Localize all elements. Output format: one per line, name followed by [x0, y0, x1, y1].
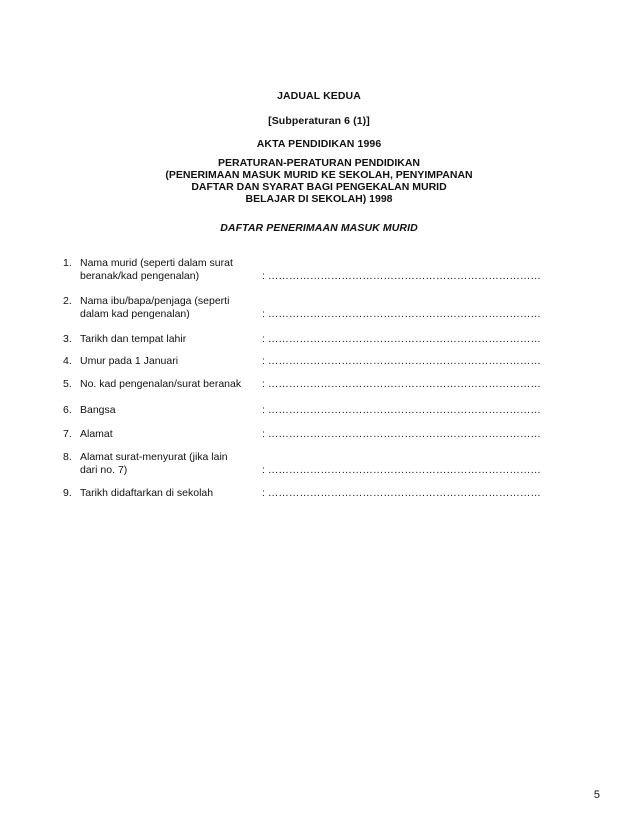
schedule-heading: JADUAL KEDUA: [277, 90, 361, 102]
item-label-continued: dalam kad pengenalan): [80, 308, 190, 320]
fill-in-line[interactable]: : ……………………………………………………………………: [262, 378, 541, 390]
item-label: Tarikh dan tempat lahir: [80, 333, 187, 345]
item-label: Nama ibu/bapa/penjaga (seperti: [80, 295, 230, 307]
fill-in-line[interactable]: : ……………………………………………………………………: [262, 333, 541, 345]
item-label: Nama murid (seperti dalam surat: [80, 257, 233, 269]
fill-in-line[interactable]: : ……………………………………………………………………: [262, 428, 541, 440]
fill-in-line[interactable]: : ……………………………………………………………………: [262, 308, 541, 320]
fill-in-line[interactable]: : ……………………………………………………………………: [262, 404, 541, 416]
item-number: 1.: [63, 257, 72, 269]
item-number: 3.: [63, 333, 72, 345]
act-title: AKTA PENDIDIKAN 1996: [256, 138, 382, 150]
item-label: Bangsa: [80, 404, 116, 416]
form-title: DAFTAR PENERIMAAN MASUK MURID: [220, 222, 418, 234]
regulations-title-line: (PENERIMAAN MASUK MURID KE SEKOLAH, PENYIMPANAN: [165, 169, 473, 181]
item-label-continued: dari no. 7): [80, 464, 128, 476]
item-label: No. kad pengenalan/surat beranak: [80, 378, 242, 390]
item-label-continued: beranak/kad pengenalan): [80, 270, 200, 282]
item-label: Alamat surat-menyurat (jika lain: [80, 451, 228, 463]
regulations-title: [0, 157, 638, 205]
regulations-title-line: DAFTAR DAN SYARAT BAGI PENGEKALAN MURID: [191, 181, 447, 193]
item-number: 4.: [63, 355, 72, 367]
item-number: 9.: [63, 487, 72, 499]
item-label: Umur pada 1 Januari: [80, 355, 179, 367]
subregulation-reference: [Subperaturan 6 (1)]: [268, 115, 370, 127]
item-number: 7.: [63, 428, 72, 440]
item-label: Alamat: [80, 428, 113, 440]
item-number: 8.: [63, 451, 72, 463]
fill-in-line[interactable]: : ……………………………………………………………………: [262, 355, 541, 367]
item-number: 6.: [63, 404, 72, 416]
fill-in-line[interactable]: : ……………………………………………………………………: [262, 464, 541, 476]
item-number: 5.: [63, 378, 72, 390]
item-number: 2.: [63, 295, 72, 307]
page-number: 5: [593, 789, 600, 801]
regulations-title-line: BELAJAR DI SEKOLAH) 1998: [245, 193, 393, 205]
fill-in-line[interactable]: : ……………………………………………………………………: [262, 270, 541, 282]
fill-in-line[interactable]: : ……………………………………………………………………: [262, 487, 541, 499]
item-label: Tarikh didaftarkan di sekolah: [80, 487, 214, 499]
regulations-title-line: PERATURAN-PERATURAN PENDIDIKAN: [217, 157, 421, 169]
